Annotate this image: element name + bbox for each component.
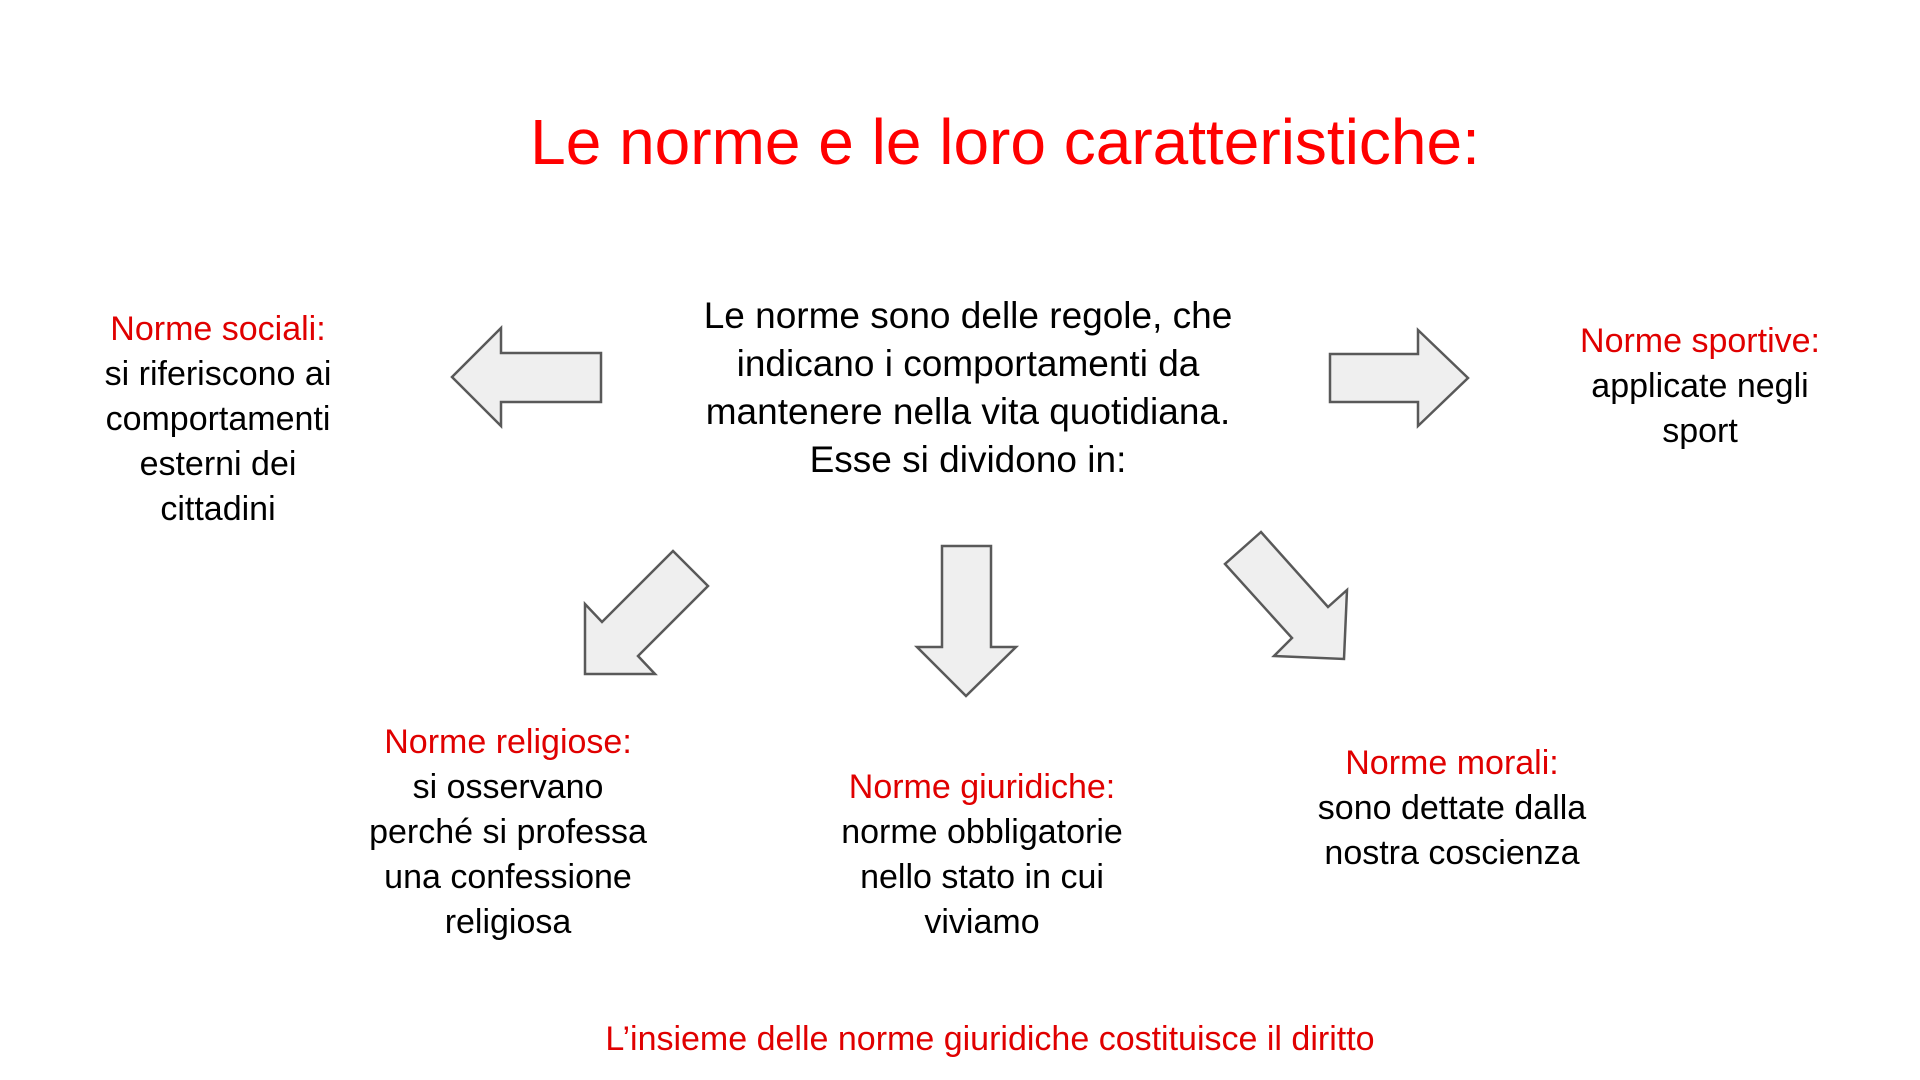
center-line: Esse si dividono in: xyxy=(809,439,1127,480)
category-line: applicate negli xyxy=(1591,367,1809,405)
category-line: religiosa xyxy=(444,903,572,941)
category-line: viviamo xyxy=(924,903,1040,941)
arrow-down-left-icon xyxy=(585,551,708,674)
category-line: sport xyxy=(1662,412,1738,450)
center-line: indicano i comportamenti da xyxy=(736,343,1200,384)
arrow-down-icon xyxy=(917,546,1016,696)
arrow-right-icon xyxy=(1330,330,1468,426)
footer-note: L’insieme delle norme giuridiche costituisce il diritto xyxy=(605,1020,1375,1058)
category-heading: Norme morali: xyxy=(1345,744,1559,782)
arrow-left-icon xyxy=(452,328,601,426)
category-sportive xyxy=(1540,319,1860,454)
arrow-down-right-icon xyxy=(1225,532,1347,659)
center-line: mantenere nella vita quotidiana. xyxy=(705,391,1231,432)
category-line: sono dettate dalla xyxy=(1317,789,1587,827)
center-line: Le norme sono delle regole, che xyxy=(703,295,1233,336)
category-line: comportamenti xyxy=(105,400,331,438)
category-heading: Norme sociali: xyxy=(110,310,326,348)
category-heading: Norme religiose: xyxy=(384,723,632,761)
category-sociali xyxy=(68,307,368,532)
category-giuridiche xyxy=(812,765,1152,945)
category-line: una confessione xyxy=(384,858,632,896)
category-line: si osservano xyxy=(412,768,604,806)
slide-title: Le norme e le loro caratteristiche: xyxy=(530,106,1480,178)
category-line: cittadini xyxy=(160,490,276,528)
category-line: si riferiscono ai xyxy=(104,355,332,393)
category-line: nello stato in cui xyxy=(860,858,1104,896)
category-heading: Norme sportive: xyxy=(1580,322,1820,360)
category-line: perché si professa xyxy=(369,813,647,851)
category-morali xyxy=(1282,741,1622,876)
category-heading: Norme giuridiche: xyxy=(848,768,1116,806)
category-religiose xyxy=(338,720,678,945)
category-line: nostra coscienza xyxy=(1324,834,1580,872)
category-line: esterni dei xyxy=(139,445,297,483)
center-definition xyxy=(668,292,1268,484)
category-line: norme obbligatorie xyxy=(841,813,1123,851)
